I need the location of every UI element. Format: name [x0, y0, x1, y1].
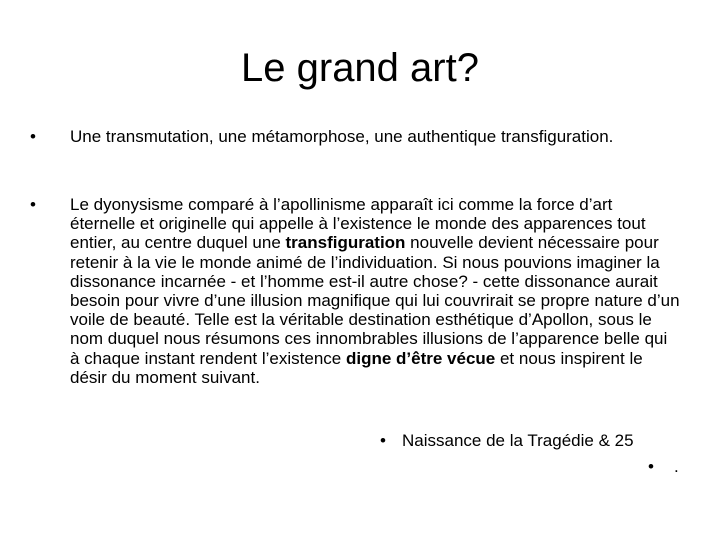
bullet-icon: • — [648, 457, 654, 476]
citation — [380, 431, 634, 450]
emphasis-transfiguration: transfiguration — [285, 233, 406, 253]
bullet-item-1 — [30, 127, 680, 146]
text-segment: nouvelle devient nécessaire pour retenir à la vie le monde animé de l’individuation. Si nous pouvions imaginer la dissonance incarnée - et l’homme est-il autre chose? - cette dissonance aurait besoin pour vivre d’une illusion magnifique qui lui couvrirait se propre nature d’un voile de beauté. Telle est la véritable destination esthétique d’Apollon, sous le nom duquel nous résumons ces innombrables illusions de l’apparence belle qui à chaque instant rendent l’existence — [70, 233, 680, 368]
text-segment: Le dyonysisme comparé à l’apollinisme apparaît ici comme la force d’art éternelle et originelle qui appelle à l’existence le monde des apparences tout entier, au centre duquel une — [70, 195, 646, 253]
bullet-icon: • — [30, 127, 36, 146]
text-segment: et nous inspirent le désir du moment suivant. — [70, 348, 643, 387]
bullet-text-1: Une transmutation, une métamorphose, une authentique transfiguration. — [70, 127, 614, 146]
bullet-icon: • — [30, 195, 36, 214]
end-bullet-text: . — [674, 457, 679, 476]
slide-title: Le grand art? — [241, 46, 479, 90]
bullet-icon: • — [380, 431, 386, 450]
bullet-item-2 — [30, 195, 680, 387]
emphasis-digne: digne d’être vécue — [345, 348, 496, 368]
end-bullet — [648, 457, 679, 476]
citation-text: Naissance de la Tragédie & 25 — [402, 431, 634, 450]
bullet-text-2 — [70, 195, 680, 387]
